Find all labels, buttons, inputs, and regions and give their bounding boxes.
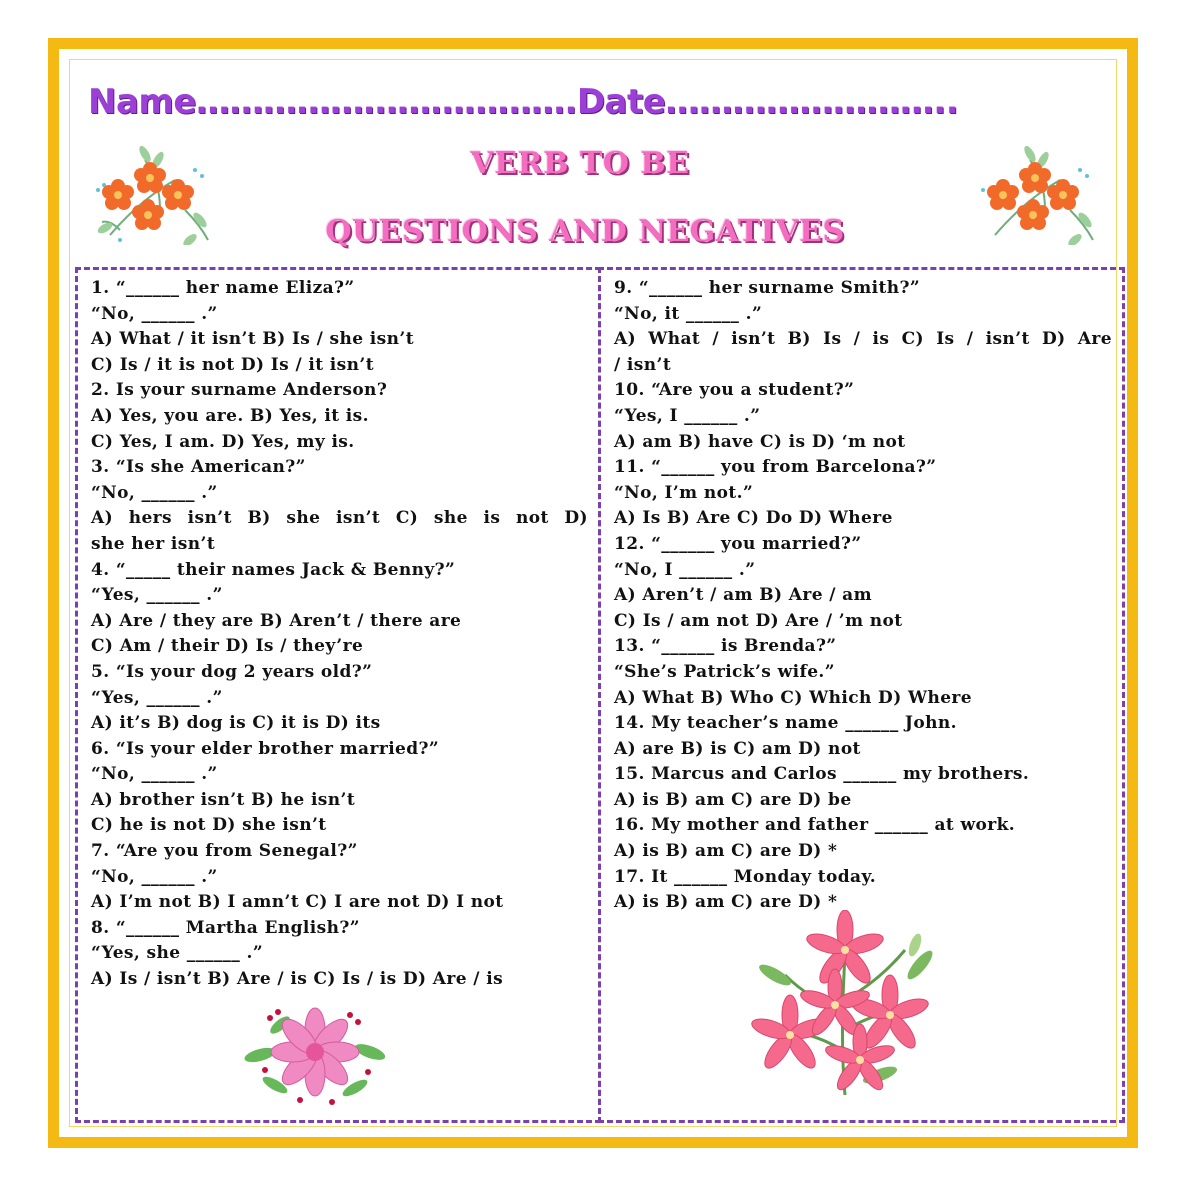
question-line: 10. “Are you a student?” (614, 380, 855, 401)
question-line: C) he is not D) she isn’t (91, 815, 327, 836)
question-line: “No, ______ .” (91, 764, 218, 785)
question-line: A) Yes, you are. B) Yes, it is. (91, 405, 369, 426)
question-line: C) Am / their D) Is / they’re (91, 636, 364, 657)
question-line: 1. “______ her name Eliza?” (91, 278, 355, 298)
question-line: / isn’t (614, 354, 672, 375)
worksheet-title: VERB TO BE (470, 146, 690, 181)
question-line: “Yes, ______ .” (91, 585, 223, 606)
question-line: 15. Marcus and Carlos ______ my brothers. (614, 764, 1030, 785)
question-line: A) Aren’t / am B) Are / am (614, 585, 872, 606)
question-line: “No, I’m not.” (614, 482, 754, 503)
question-line: “Yes, ______ .” (91, 687, 223, 708)
question-line: 7. “Are you from Senegal?” (91, 841, 358, 862)
question-line: A) Are / they are B) Aren’t / there are (91, 610, 462, 631)
worksheet-subtitle: QUESTIONS AND NEGATIVES (325, 214, 845, 249)
question-line: 2. Is your surname Anderson? (91, 380, 388, 401)
question-line: 5. “Is your dog 2 years old?” (91, 661, 373, 682)
left-question-panel (75, 267, 601, 1123)
name-date-heading (88, 82, 958, 122)
pink-flower-icon (240, 1000, 390, 1110)
question-line: 6. “Is your elder brother married?” (91, 738, 440, 759)
question-line: “No, it ______ .” (614, 303, 763, 324)
question-line: “No, ______ .” (91, 303, 218, 324)
question-line: C) Is / am not D) Are / ’m not (614, 610, 903, 631)
question-line: “Yes, I ______ .” (614, 405, 761, 426)
question-line: A) am B) have C) is D) ‘m not (614, 431, 906, 452)
question-line: A) it’s B) dog is C) it is D) its (91, 713, 381, 734)
question-line: C) Yes, I am. D) Yes, my is. (91, 431, 355, 452)
question-line: “No, ______ .” (91, 866, 218, 887)
right-question-list (614, 276, 1112, 916)
question-line: A) is B) am C) are D) * (614, 841, 838, 862)
question-line: 9. “______ her surname Smith?” (614, 278, 921, 298)
pink-lilies-icon (730, 910, 960, 1100)
question-line: “She’s Patrick’s wife.” (614, 661, 835, 682)
question-line: A) I’m not B) I amn’t C) I are not D) I not (91, 892, 504, 913)
question-line: A) What / isn’t B) Is / is C) Is / isn’t D) Are (614, 329, 1112, 350)
question-line: A) Is B) Are C) Do D) Where (614, 508, 893, 529)
question-line: 13. “______ is Brenda?” (614, 636, 837, 657)
question-line: 11. “______ you from Barcelona?” (614, 457, 937, 478)
left-question-list (91, 276, 588, 993)
question-line: C) Is / it is not D) Is / it isn’t (91, 354, 374, 375)
question-line: 14. My teacher’s name ______ John. (614, 713, 957, 734)
question-line: A) What / it isn’t B) Is / she isn’t (91, 329, 414, 350)
question-line: A) is B) am C) are D) be (614, 789, 852, 810)
question-line: 3. “Is she American?” (91, 457, 306, 478)
question-line: 17. It ______ Monday today. (614, 866, 877, 887)
question-line: A) brother isn’t B) he isn’t (91, 789, 356, 810)
question-line: 4. “_____ their names Jack & Benny?” (91, 559, 456, 580)
question-line: 16. My mother and father ______ at work. (614, 815, 1016, 836)
question-line: “No, ______ .” (91, 482, 218, 503)
question-line: she her isn’t (91, 533, 216, 554)
question-line: A) hers isn’t B) she isn’t C) she is not D) (91, 508, 588, 529)
question-line: 12. “______ you married?” (614, 533, 862, 554)
orange-flowers-icon (90, 140, 215, 245)
question-line: A) are B) is C) am D) not (614, 738, 861, 759)
date-label: Date…………………….. (576, 82, 959, 122)
question-line: 8. “______ Martha English?” (91, 917, 360, 938)
name-label: Name……………………………. (88, 82, 577, 122)
question-line: “No, I ______ .” (614, 559, 756, 580)
orange-flowers-icon (975, 140, 1100, 245)
question-line: A) is B) am C) are D) * (614, 892, 838, 913)
question-line: A) Is / isn’t B) Are / is C) Is / is D) Are / is (91, 969, 504, 990)
question-line: “Yes, she ______ .” (91, 943, 264, 964)
question-line: A) What B) Who C) Which D) Where (614, 687, 973, 708)
